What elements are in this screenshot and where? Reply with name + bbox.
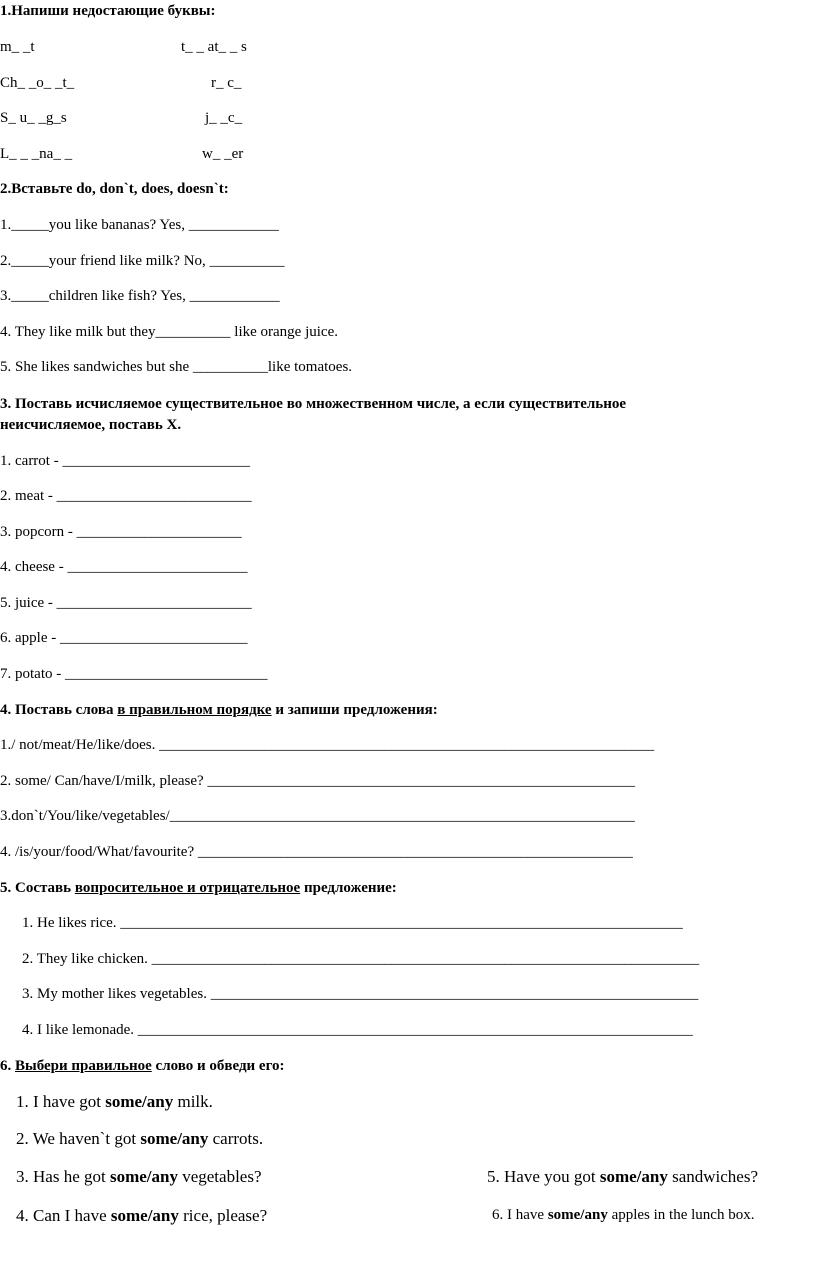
exercise-line: 4. /is/your/food/What/favourite? __________________________________________________________ bbox=[0, 844, 633, 860]
choice-sentence bbox=[16, 1207, 267, 1225]
section6-heading bbox=[0, 1057, 285, 1075]
exercise-line: 3._____children like fish? Yes, ____________ bbox=[0, 288, 280, 304]
sentence-end: rice, please? bbox=[178, 1206, 268, 1225]
choice-sentence bbox=[16, 1130, 263, 1148]
missing-letters-word: r_ c_ bbox=[211, 75, 242, 91]
choice-word: some/any bbox=[599, 1167, 668, 1186]
sentence-end: milk. bbox=[173, 1092, 213, 1111]
choice-sentence bbox=[487, 1168, 758, 1186]
exercise-line: 1. carrot - _________________________ bbox=[0, 453, 250, 469]
section2-heading: 2.Вставьте do, don`t, does, doesn`t: bbox=[0, 181, 229, 197]
section1-heading: 1.Напиши недостающие буквы: bbox=[0, 3, 216, 19]
missing-letters-word: w_ _er bbox=[202, 146, 244, 162]
exercise-line: 5. juice - __________________________ bbox=[0, 595, 252, 611]
heading-text: 4. Поставь слова bbox=[0, 702, 118, 718]
sentence-start: 4. Can I have bbox=[16, 1206, 111, 1225]
heading-text: слово и обведи его: bbox=[151, 1058, 285, 1074]
section4-heading bbox=[0, 701, 438, 719]
exercise-line: 1. He likes rice. ___________________________________________________________________________ bbox=[22, 915, 683, 931]
exercise-line: 2. some/ Can/have/I/milk, please? _________________________________________________________ bbox=[0, 773, 635, 789]
heading-text: 5. Составь bbox=[0, 880, 75, 896]
exercise-line: 1./ not/meat/He/like/does. __________________________________________________________________ bbox=[0, 737, 655, 753]
exercise-line: 2. They like chicken. _________________________________________________________________________ bbox=[22, 951, 700, 967]
choice-sentence bbox=[16, 1093, 213, 1111]
exercise-line: 4. They like milk but they__________ like orange juice. bbox=[0, 324, 338, 340]
sentence-end: sandwiches? bbox=[667, 1167, 759, 1186]
sentence-end: apples in the lunch box. bbox=[607, 1207, 755, 1223]
exercise-line: 3. My mother likes vegetables. _________________________________________________________________ bbox=[22, 986, 699, 1002]
choice-word: some/any bbox=[547, 1207, 608, 1223]
missing-letters-word: S_ u_ _g_s bbox=[0, 110, 67, 126]
missing-letters-word: t_ _ at_ _ s bbox=[181, 39, 247, 55]
missing-letters-word: m_ _t bbox=[0, 39, 35, 55]
choice-word: some/any bbox=[110, 1206, 179, 1225]
section5-heading bbox=[0, 879, 397, 897]
exercise-line: 6. apple - _________________________ bbox=[0, 630, 248, 646]
missing-letters-word: Ch_ _o_ _t_ bbox=[0, 75, 75, 91]
exercise-line: 3. popcorn - ______________________ bbox=[0, 524, 242, 540]
sentence-start: 6. I have bbox=[492, 1207, 548, 1223]
sentence-start: 3. Has he got bbox=[16, 1167, 110, 1186]
heading-underlined: вопросительное и отрицательное bbox=[74, 880, 301, 896]
sentence-start: 1. I have got bbox=[16, 1092, 106, 1111]
exercise-line: 7. potato - ___________________________ bbox=[0, 666, 268, 682]
exercise-line: 2. meat - __________________________ bbox=[0, 488, 252, 504]
heading-text: и запиши предложения: bbox=[271, 702, 438, 718]
section3-heading: 3. Поставь исчисляемое существительное во множественном числе, а если существительное bbox=[0, 396, 626, 412]
exercise-line: 4. cheese - ________________________ bbox=[0, 559, 248, 575]
sentence-start: 2. We haven`t got bbox=[16, 1129, 141, 1148]
sentence-start: 5. Have you got bbox=[487, 1167, 600, 1186]
exercise-line: 3.don`t/You/like/vegetables/______________________________________________________________ bbox=[0, 808, 635, 824]
exercise-line: 2._____your friend like milk? No, __________ bbox=[0, 253, 285, 269]
missing-letters-word: L_ _ _na_ _ bbox=[0, 146, 73, 162]
heading-underlined: Выбери правильное bbox=[15, 1058, 152, 1074]
exercise-line: 4. I like lemonade. __________________________________________________________________________ bbox=[22, 1022, 693, 1038]
choice-word: some/any bbox=[105, 1092, 174, 1111]
heading-underlined: в правильном порядке bbox=[117, 702, 272, 718]
exercise-line: 5. She likes sandwiches but she __________like tomatoes. bbox=[0, 359, 353, 375]
section3-heading-cont: неисчисляемое, поставь Х. bbox=[0, 417, 182, 433]
heading-text: предложение: bbox=[300, 880, 397, 896]
choice-word: some/any bbox=[140, 1129, 209, 1148]
exercise-line: 1._____you like bananas? Yes, ____________ bbox=[0, 217, 279, 233]
sentence-end: vegetables? bbox=[177, 1167, 262, 1186]
choice-sentence bbox=[16, 1168, 262, 1186]
heading-text: 6. bbox=[0, 1058, 15, 1074]
choice-word: some/any bbox=[109, 1167, 178, 1186]
choice-sentence bbox=[492, 1206, 754, 1224]
sentence-end: carrots. bbox=[208, 1129, 264, 1148]
missing-letters-word: j_ _c_ bbox=[205, 110, 243, 126]
